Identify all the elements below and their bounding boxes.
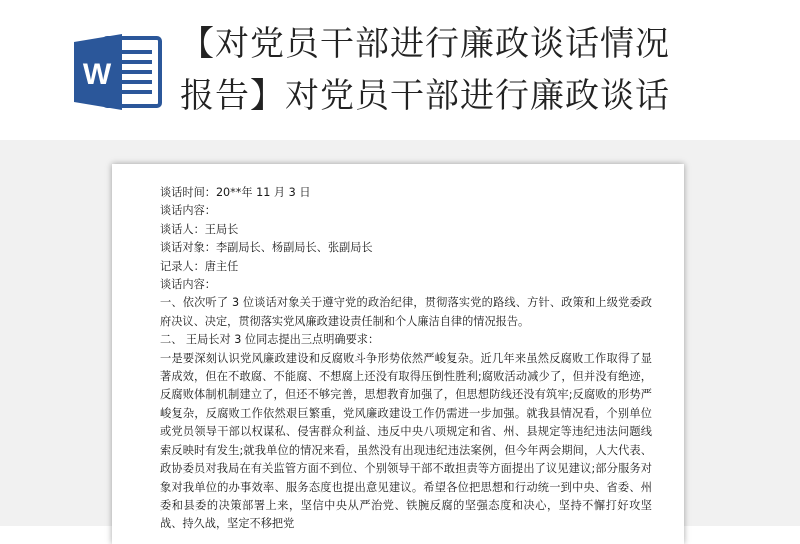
- word-document-icon: [70, 32, 164, 112]
- talk-content-label: 谈话内容：: [160, 204, 216, 218]
- paragraph-3: 一是要深刻认识党风廉政建设和反腐败斗争形势依然严峻复杂。近几年来虽然反腐败工作取得了显著成效，但在不敢腐、不能腐、不想腐上还没有取得压倒性胜利;腐败活动减少了，但并没有绝迹，反腐败体制机制建立了，但还不够完善，思想教育加强了，但思想防线还没有筑牢;反腐败的形势严峻复杂，反腐败工作依然艰巨繁重，党风廉政建设工作仍需进一步加强。就我县情况看，个别单位或党员领导干部以权谋私、侵害群众利益、违反中央八项规定和省、州、县规定等违纪违法问题线索反映时有发生;就我单位的情况来看，虽然没有出现违纪违法案例，但今年两会期间，人大代表、政协委员对我局在有关监管方面不到位、个别领导干部不敢担责等方面提出了议见建议;部分服务对象对我单位的办事效率、服务态度也提出意见建议。希望各位把思想和行动统一到中央、省委、州委和县委的决策部署上来，坚信中央从严治党、铁腕反腐的坚强态度和决心，坚持不懈打好攻坚战、持久战，坚定不移把党: [160, 351, 652, 531]
- document-page[interactable]: [112, 164, 684, 544]
- title-line-2: 报告】对党员干部进行廉政谈话: [180, 76, 670, 116]
- talk-time: 谈话时间：20**年 11 月 3 日: [160, 186, 311, 199]
- paragraph-1: 一、依次听了 3 位谈话对象关于遵守党的政治纪律，贯彻落实党的路线、方针、政策和上级党委政府决议、决定，贯彻落实党风廉政建设责任制和个人廉洁自律的情况报告。: [160, 296, 652, 328]
- talk-targets: 谈话对象：李副局长、杨副局长、张副局长: [160, 241, 373, 255]
- page-title: [180, 18, 780, 122]
- title-line-1: 【对党员干部进行廉政谈话情况: [180, 24, 670, 64]
- svg-text:W: W: [82, 58, 112, 91]
- talk-content-label-2: 谈话内容：: [160, 278, 216, 292]
- document-body: [160, 184, 652, 534]
- talker: 谈话人：王局长: [160, 222, 239, 236]
- recorder: 记录人：唐主任: [160, 259, 239, 273]
- header: [0, 0, 800, 140]
- paragraph-2: 二、 王局长对 3 位同志提出三点明确要求：: [160, 333, 380, 347]
